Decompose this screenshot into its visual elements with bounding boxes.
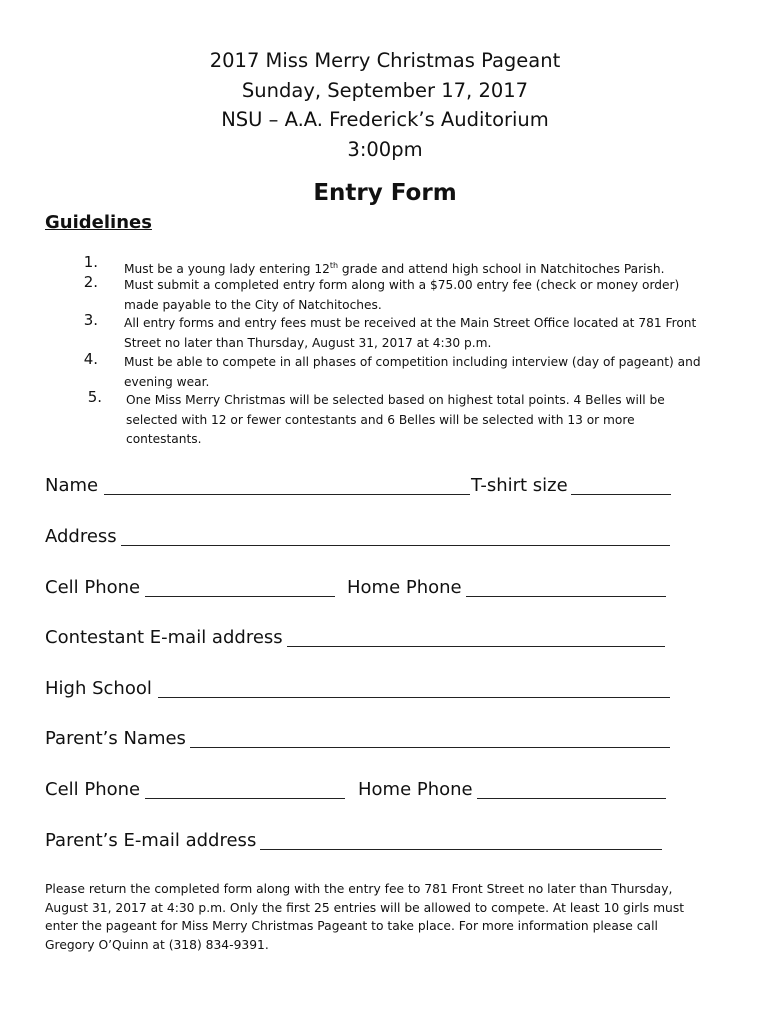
guidelines-heading: Guidelines <box>45 212 152 233</box>
form-title: Entry Form <box>313 180 457 206</box>
event-title: 2017 Miss Merry Christmas Pageant <box>209 49 561 72</box>
contestant-email-label: Contestant E-mail address <box>45 627 283 648</box>
return-instructions: Please return the completed form along with the entry fee to 781 Front Street no later than Thursday, August 31, 2017 at 4:30 p.m. Only the first 25 entries will be allowed to compete. At least 10 girls must enter the pageant for Miss Merry Christmas Pageant to take place. For more information please call Gregory O’Quinn at (318) 834-9391. <box>45 882 685 952</box>
guideline-text: Must submit a completed entry form along with a $75.00 entry fee (check or money order) made payable to the City of Natchitoches. <box>124 278 680 312</box>
tshirt-size-field[interactable] <box>571 494 671 495</box>
home-phone-label: Home Phone <box>347 577 462 598</box>
parent-cell-phone-label: Cell Phone <box>45 779 141 800</box>
contestant-email-field[interactable] <box>287 646 665 647</box>
guideline-text: Must be a young lady entering 12th grade and attend high school in Natchitoches Parish. <box>124 261 665 277</box>
high-school-label: High School <box>45 678 152 699</box>
parent-home-phone-label: Home Phone <box>358 779 473 800</box>
home-phone-field[interactable] <box>466 596 666 597</box>
address-field[interactable] <box>121 545 670 546</box>
guideline-number: 1. <box>83 253 98 271</box>
tshirt-size-label: T-shirt size <box>471 475 568 496</box>
event-header <box>0 46 770 164</box>
guideline-text: Must be able to compete in all phases of competition including interview (day of pageant) and evening wear. <box>124 355 701 389</box>
parent-email-field[interactable] <box>260 849 662 850</box>
guideline-text: All entry forms and entry fees must be received at the Main Street Office located at 781 Front Street no later than Thursday, August 31, 2017 at 4:30 p.m. <box>124 316 697 350</box>
guideline-text: One Miss Merry Christmas will be selected based on highest total points. 4 Belles will be selected with 12 or fewer contestants and 6 Belles will be selected with 13 or more contestants. <box>126 393 665 446</box>
event-date: Sunday, September 17, 2017 <box>241 78 529 102</box>
cell-phone-label: Cell Phone <box>45 577 141 598</box>
event-time: 3:00pm <box>347 137 423 161</box>
parent-email-label: Parent’s E-mail address <box>45 830 257 851</box>
high-school-field[interactable] <box>158 697 670 698</box>
parents-names-field[interactable] <box>190 747 670 748</box>
parent-home-phone-field[interactable] <box>477 798 666 799</box>
name-field[interactable] <box>104 494 470 495</box>
cell-phone-field[interactable] <box>145 596 335 597</box>
guideline-number: 2. <box>83 273 98 291</box>
guideline-number: 5. <box>87 388 102 406</box>
guideline-number: 4. <box>83 350 98 368</box>
name-label: Name <box>45 475 99 496</box>
event-venue: NSU – A.A. Frederick’s Auditorium <box>221 108 549 131</box>
guideline-number: 3. <box>83 311 98 329</box>
address-label: Address <box>45 526 117 547</box>
parent-cell-phone-field[interactable] <box>145 798 345 799</box>
parents-names-label: Parent’s Names <box>45 728 186 749</box>
